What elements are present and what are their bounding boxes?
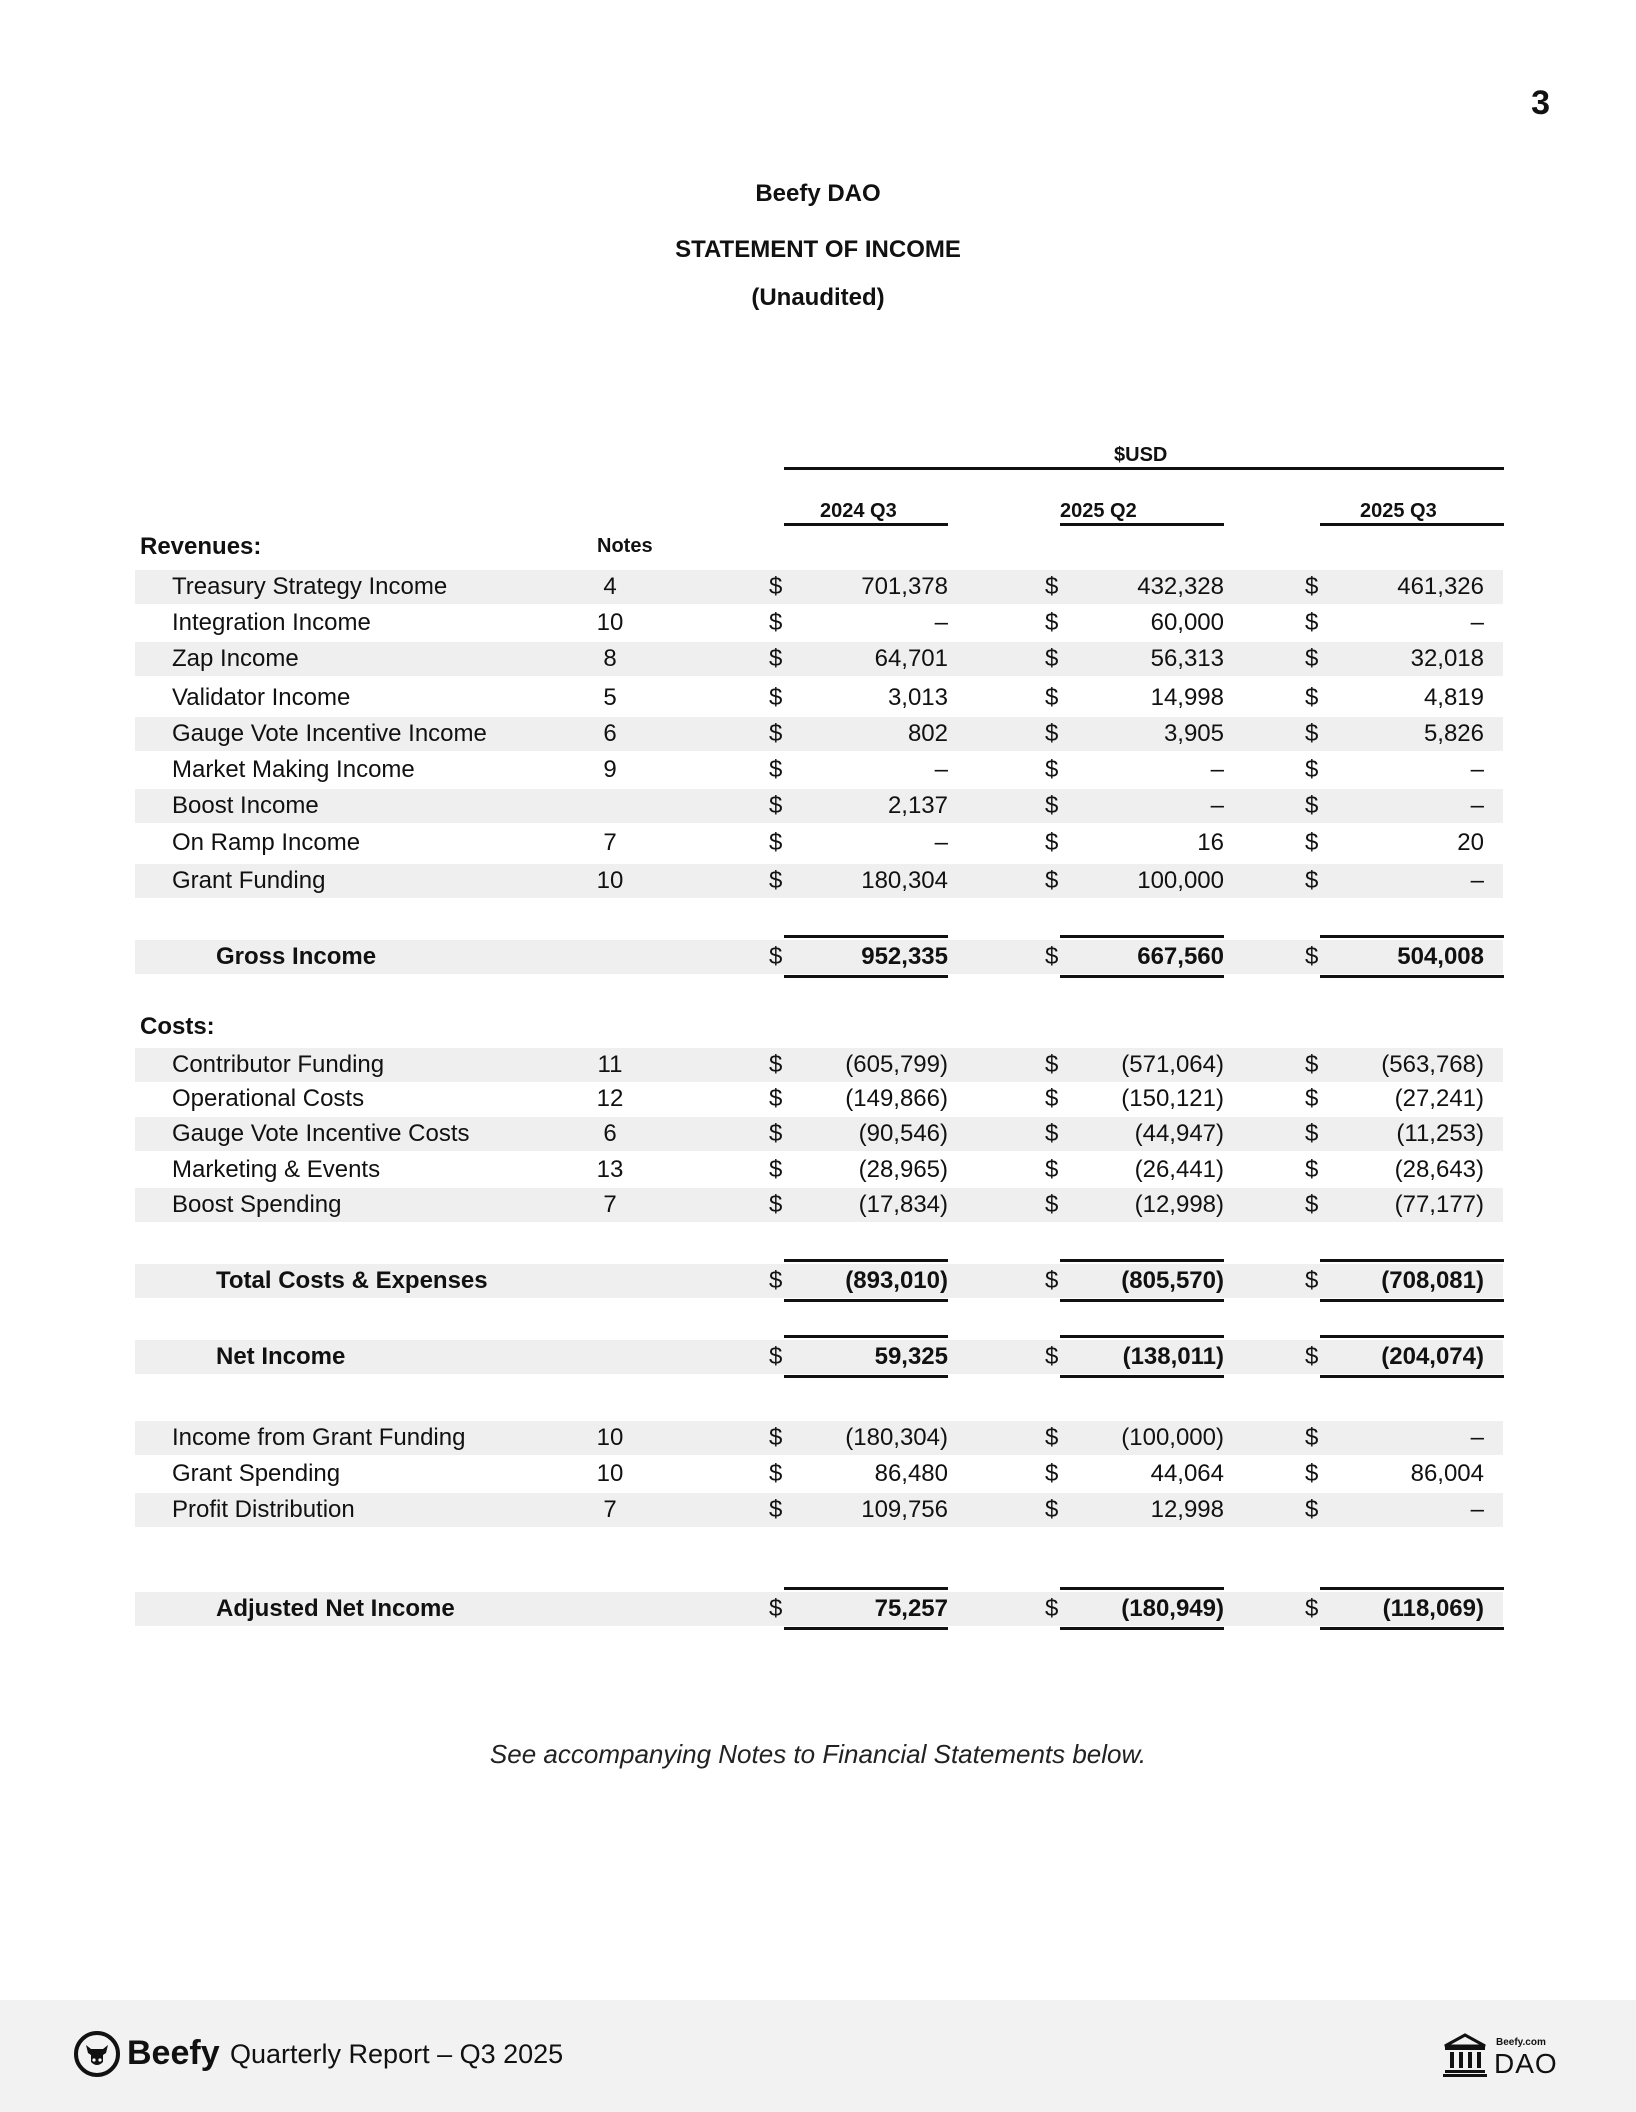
- dollar-sign: $: [769, 1343, 783, 1370]
- row-note: 8: [603, 645, 617, 672]
- row-label: Zap Income: [172, 645, 299, 672]
- dollar-sign: $: [1045, 1085, 1059, 1112]
- dollar-sign: $: [1305, 1085, 1319, 1112]
- footnote: See accompanying Notes to Financial Statements below.: [489, 1739, 1147, 1769]
- row-label: Grant Spending: [172, 1460, 341, 1487]
- dollar-sign: $: [1305, 1267, 1319, 1294]
- amount-2024-q3: 109,756: [861, 1496, 948, 1523]
- dollar-sign: $: [1045, 792, 1059, 819]
- brand-name: Beefy: [127, 2034, 220, 2072]
- dollar-sign: $: [769, 1267, 783, 1294]
- amount-2025-q2: 12,998: [1150, 1496, 1224, 1523]
- dollar-sign: $: [769, 1051, 783, 1078]
- dollar-sign: $: [769, 1120, 783, 1147]
- dollar-sign: $: [1045, 1595, 1059, 1622]
- amount-2024-q3: –: [934, 609, 948, 636]
- amount-2024-q3: (17,834): [858, 1191, 948, 1218]
- amount-2025-q3: (77,177): [1394, 1191, 1484, 1218]
- total-rule-bottom: [1320, 1375, 1504, 1378]
- audit-status: (Unaudited): [751, 284, 885, 311]
- organization-title: Beefy DAO: [755, 180, 881, 207]
- table-row: [135, 1421, 1503, 1455]
- table-row: [135, 642, 1503, 676]
- amount-2025-q3: (708,081): [1381, 1267, 1484, 1294]
- amount-2025-q2: (44,947): [1134, 1120, 1224, 1147]
- table-row: [135, 789, 1503, 823]
- row-note: 10: [596, 1460, 624, 1487]
- period-header-3: 2025 Q3: [1360, 500, 1437, 522]
- dollar-sign: $: [1305, 720, 1319, 747]
- total-rule-bottom: [1320, 1299, 1504, 1302]
- dollar-sign: $: [1305, 1191, 1319, 1218]
- table-row: [135, 753, 1503, 787]
- total-rule-top: [1320, 1587, 1504, 1590]
- total-rule-bottom: [1060, 1627, 1224, 1630]
- report-label: Quarterly Report – Q3 2025: [230, 2039, 564, 2069]
- dollar-sign: $: [1045, 609, 1059, 636]
- dollar-sign: $: [1305, 1051, 1319, 1078]
- row-note: 6: [603, 720, 617, 747]
- dollar-sign: $: [1305, 756, 1319, 783]
- table-row: [135, 1048, 1503, 1082]
- dollar-sign: $: [1305, 1496, 1319, 1523]
- table-row: [135, 1188, 1503, 1222]
- row-label: Gauge Vote Incentive Costs: [172, 1120, 470, 1147]
- amount-2025-q3: (563,768): [1381, 1051, 1484, 1078]
- dollar-sign: $: [1305, 609, 1319, 636]
- dollar-sign: $: [1045, 1460, 1059, 1487]
- total-rule-top: [784, 1335, 948, 1338]
- amount-2025-q2: 100,000: [1137, 867, 1224, 894]
- amount-2025-q2: –: [1210, 792, 1224, 819]
- amount-2025-q2: 3,905: [1163, 720, 1224, 747]
- period-rule-1: [784, 523, 948, 526]
- row-note: 9: [603, 756, 617, 783]
- dollar-sign: $: [1045, 684, 1059, 711]
- amount-2025-q3: 5,826: [1423, 720, 1484, 747]
- amount-2025-q3: –: [1470, 609, 1484, 636]
- dollar-sign: $: [1045, 1424, 1059, 1451]
- amount-2024-q3: (893,010): [845, 1267, 948, 1294]
- dollar-sign: $: [769, 829, 783, 856]
- dollar-sign: $: [769, 1191, 783, 1218]
- amount-2024-q3: (149,866): [845, 1085, 948, 1112]
- total-rule-bottom: [1320, 975, 1504, 978]
- total-rule-top: [784, 935, 948, 938]
- total-rule-top: [1060, 1587, 1224, 1590]
- row-label: Contributor Funding: [172, 1051, 385, 1078]
- amount-2024-q3: 86,480: [874, 1460, 948, 1487]
- statement-title: STATEMENT OF INCOME: [675, 236, 961, 263]
- currency-rule: [784, 467, 1504, 470]
- total-rule-top: [1320, 1335, 1504, 1338]
- amount-2025-q2: 44,064: [1150, 1460, 1224, 1487]
- dollar-sign: $: [769, 1156, 783, 1183]
- row-label: Adjusted Net Income: [216, 1595, 455, 1622]
- dollar-sign: $: [1045, 1267, 1059, 1294]
- dollar-sign: $: [769, 573, 783, 600]
- row-note: 7: [603, 1496, 617, 1523]
- amount-2024-q3: 180,304: [861, 867, 948, 894]
- dollar-sign: $: [1305, 645, 1319, 672]
- total-rule-top: [1320, 935, 1504, 938]
- dollar-sign: $: [769, 684, 783, 711]
- period-rule-3: [1320, 523, 1504, 526]
- amount-2025-q3: –: [1470, 867, 1484, 894]
- row-label: Validator Income: [172, 684, 351, 711]
- row-label: Grant Funding: [172, 867, 326, 894]
- amount-2025-q3: (28,643): [1394, 1156, 1484, 1183]
- amount-2025-q3: –: [1470, 792, 1484, 819]
- amount-2025-q3: (204,074): [1381, 1343, 1484, 1370]
- row-note: 11: [597, 1051, 623, 1078]
- dollar-sign: $: [1045, 720, 1059, 747]
- dollar-sign: $: [1305, 1460, 1319, 1487]
- row-note: 7: [603, 1191, 617, 1218]
- amount-2025-q3: –: [1470, 1424, 1484, 1451]
- amount-2025-q2: (150,121): [1121, 1085, 1224, 1112]
- dollar-sign: $: [1305, 1595, 1319, 1622]
- dollar-sign: $: [1045, 756, 1059, 783]
- dollar-sign: $: [769, 1460, 783, 1487]
- amount-2025-q3: 32,018: [1410, 645, 1484, 672]
- amount-2024-q3: –: [934, 829, 948, 856]
- table-row: [135, 1082, 1503, 1116]
- dollar-sign: $: [1305, 684, 1319, 711]
- dollar-sign: $: [1305, 829, 1319, 856]
- row-note: 13: [596, 1156, 624, 1183]
- total-rule-top: [1320, 1259, 1504, 1262]
- total-rule-top: [1060, 1335, 1224, 1338]
- amount-2024-q3: (28,965): [858, 1156, 948, 1183]
- total-rule-bottom: [784, 975, 948, 978]
- page-footer: [0, 2000, 1636, 2112]
- dollar-sign: $: [1305, 792, 1319, 819]
- dollar-sign: $: [769, 645, 783, 672]
- dollar-sign: $: [1045, 829, 1059, 856]
- total-rule-bottom: [1060, 1375, 1224, 1378]
- row-note: 10: [596, 609, 624, 636]
- amount-2025-q2: (571,064): [1121, 1051, 1224, 1078]
- dollar-sign: $: [1045, 573, 1059, 600]
- dollar-sign: $: [769, 1496, 783, 1523]
- beefy-cow-logo-icon: [72, 2029, 122, 2079]
- amount-2025-q3: (118,069): [1382, 1595, 1484, 1622]
- dollar-sign: $: [1045, 1191, 1059, 1218]
- amount-2025-q3: 504,008: [1397, 943, 1484, 970]
- amount-2025-q2: (26,441): [1134, 1156, 1224, 1183]
- row-label: Market Making Income: [172, 756, 415, 783]
- dollar-sign: $: [1305, 1120, 1319, 1147]
- table-row: [135, 826, 1503, 860]
- amount-2024-q3: 64,701: [874, 645, 948, 672]
- amount-2024-q3: 59,325: [874, 1343, 948, 1370]
- row-label: Net Income: [216, 1343, 346, 1370]
- amount-2025-q3: –: [1470, 756, 1484, 783]
- dollar-sign: $: [769, 792, 783, 819]
- amount-2024-q3: (90,546): [858, 1120, 948, 1147]
- total-rule-bottom: [784, 1375, 948, 1378]
- total-rule-top: [784, 1587, 948, 1590]
- amount-2025-q3: (27,241): [1394, 1085, 1484, 1112]
- amount-2025-q2: (100,000): [1121, 1424, 1224, 1451]
- row-label: Integration Income: [172, 609, 371, 636]
- dollar-sign: $: [1045, 1120, 1059, 1147]
- total-costs-row: [135, 1264, 1503, 1298]
- costs-section-label: Costs:: [140, 1013, 215, 1040]
- revenues-section-label: Revenues:: [140, 533, 262, 560]
- row-label: Boost Income: [172, 792, 319, 819]
- dollar-sign: $: [1045, 645, 1059, 672]
- row-label: Total Costs & Expenses: [216, 1267, 488, 1294]
- amount-2025-q2: 56,313: [1150, 645, 1224, 672]
- dollar-sign: $: [769, 1424, 783, 1451]
- dollar-sign: $: [1305, 573, 1319, 600]
- row-note: 10: [596, 1424, 624, 1451]
- table-row: [135, 1117, 1503, 1151]
- total-rule-bottom: [1320, 1627, 1504, 1630]
- amount-2024-q3: (180,304): [845, 1424, 948, 1451]
- row-note: 5: [603, 684, 617, 711]
- amount-2025-q2: 432,328: [1137, 573, 1224, 600]
- amount-2025-q3: 461,326: [1397, 573, 1484, 600]
- dollar-sign: $: [769, 756, 783, 783]
- dollar-sign: $: [1305, 867, 1319, 894]
- row-note: 4: [603, 573, 617, 600]
- dollar-sign: $: [1045, 1343, 1059, 1370]
- amount-2025-q2: (805,570): [1121, 1267, 1224, 1294]
- period-rule-2: [1060, 523, 1224, 526]
- total-rule-top: [1060, 1259, 1224, 1262]
- dao-label: DAO: [1494, 2048, 1558, 2079]
- table-row: [135, 717, 1503, 751]
- row-label: Gross Income: [216, 943, 377, 970]
- row-label: Operational Costs: [172, 1085, 365, 1112]
- amount-2025-q2: (12,998): [1134, 1191, 1224, 1218]
- row-note: 7: [603, 829, 617, 856]
- amount-2025-q2: (180,949): [1121, 1595, 1224, 1622]
- amount-2024-q3: 701,378: [861, 573, 948, 600]
- row-label: Gauge Vote Incentive Income: [172, 720, 487, 747]
- table-row: [135, 864, 1503, 898]
- amount-2024-q3: 952,335: [861, 943, 948, 970]
- net-income-row: [135, 1340, 1503, 1374]
- row-note: [575, 789, 645, 823]
- amount-2024-q3: 75,257: [874, 1595, 948, 1622]
- dollar-sign: $: [1045, 1496, 1059, 1523]
- row-note: 12: [596, 1085, 624, 1112]
- dollar-sign: $: [769, 720, 783, 747]
- row-note: 10: [596, 867, 624, 894]
- adjusted-net-income-row: [135, 1592, 1503, 1626]
- table-row: [135, 1493, 1503, 1527]
- dollar-sign: $: [1305, 943, 1319, 970]
- row-label: Profit Distribution: [172, 1496, 355, 1523]
- amount-2025-q2: 60,000: [1150, 609, 1224, 636]
- dao-domain-label: Beefy.com: [1496, 2037, 1546, 2048]
- row-label: Marketing & Events: [172, 1156, 381, 1183]
- amount-2025-q3: 4,819: [1423, 684, 1484, 711]
- dollar-sign: $: [769, 1085, 783, 1112]
- amount-2024-q3: (605,799): [845, 1051, 948, 1078]
- dollar-sign: $: [1045, 943, 1059, 970]
- amount-2024-q3: –: [934, 756, 948, 783]
- notes-column-header: Notes: [597, 535, 653, 557]
- table-row: [135, 1457, 1503, 1491]
- amount-2024-q3: 3,013: [887, 684, 948, 711]
- amount-2025-q3: 20: [1457, 829, 1484, 856]
- currency-header: $USD: [1114, 444, 1168, 466]
- table-row: [135, 606, 1503, 640]
- dollar-sign: $: [1045, 1051, 1059, 1078]
- row-label: Boost Spending: [172, 1191, 342, 1218]
- table-row: [135, 570, 1503, 604]
- amount-2025-q2: 667,560: [1137, 943, 1224, 970]
- total-rule-bottom: [784, 1299, 948, 1302]
- period-header-2: 2025 Q2: [1060, 500, 1137, 522]
- period-header-1: 2024 Q3: [820, 500, 897, 522]
- total-rule-top: [1060, 935, 1224, 938]
- table-row: [135, 681, 1503, 715]
- amount-2025-q3: 86,004: [1410, 1460, 1484, 1487]
- total-rule-bottom: [1060, 1299, 1224, 1302]
- dollar-sign: $: [769, 1595, 783, 1622]
- amount-2025-q2: (138,011): [1122, 1343, 1224, 1370]
- amount-2024-q3: 2,137: [887, 792, 948, 819]
- row-label: Income from Grant Funding: [172, 1424, 466, 1451]
- dollar-sign: $: [769, 867, 783, 894]
- amount-2024-q3: 802: [907, 720, 948, 747]
- amount-2025-q2: 16: [1197, 829, 1224, 856]
- dollar-sign: $: [1305, 1343, 1319, 1370]
- table-row: [135, 1153, 1503, 1187]
- amount-2025-q2: 14,998: [1150, 684, 1224, 711]
- amount-2025-q3: (11,253): [1396, 1120, 1484, 1147]
- total-rule-bottom: [784, 1627, 948, 1630]
- amount-2025-q3: –: [1470, 1496, 1484, 1523]
- gross-income-row: [135, 940, 1503, 974]
- dollar-sign: $: [769, 943, 783, 970]
- dollar-sign: $: [1045, 867, 1059, 894]
- dollar-sign: $: [1305, 1156, 1319, 1183]
- dollar-sign: $: [1045, 1156, 1059, 1183]
- columns-building-icon: [1442, 2032, 1488, 2078]
- total-rule-top: [784, 1259, 948, 1262]
- row-label: On Ramp Income: [172, 829, 361, 856]
- row-label: Treasury Strategy Income: [172, 573, 448, 600]
- amount-2025-q2: –: [1210, 756, 1224, 783]
- page-number: 3: [1531, 84, 1550, 122]
- total-rule-bottom: [1060, 975, 1224, 978]
- dollar-sign: $: [769, 609, 783, 636]
- dollar-sign: $: [1305, 1424, 1319, 1451]
- row-note: 6: [603, 1120, 617, 1147]
